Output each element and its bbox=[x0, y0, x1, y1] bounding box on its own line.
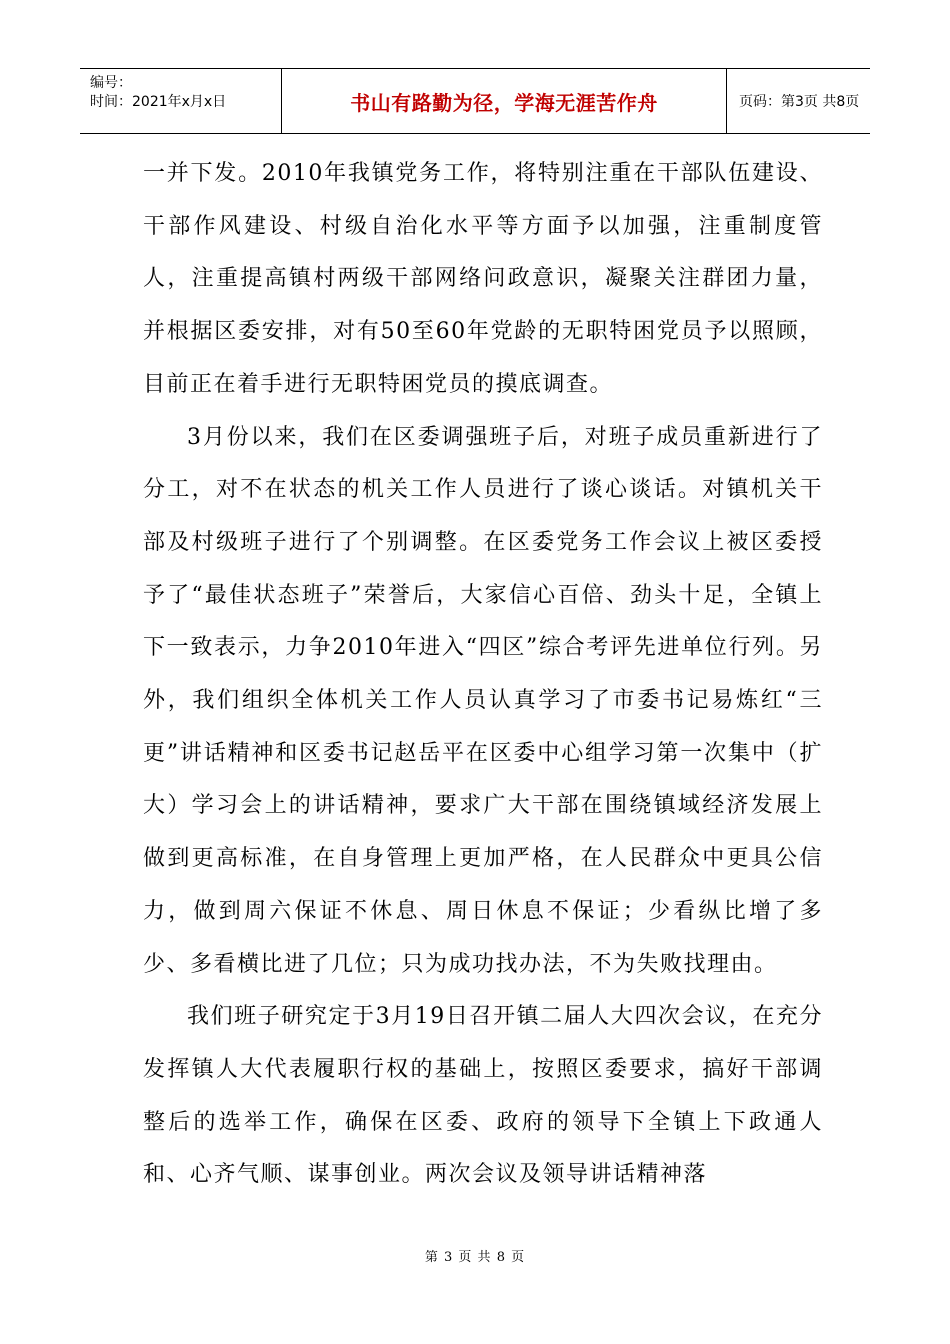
paragraph-1: 一并下发。2010年我镇党务工作，将特别注重在干部队伍建设、干部作风建设、村级自治化水平等方面予以加强，注重制度管人，注重提高镇村两级干部网络问政意识，凝聚关注群团力量，并根据区委安排，对有50至60年党龄的无职特困党员予以照顾，目前正在着手进行无职特困党员的摸底调查。 bbox=[143, 161, 823, 397]
page-header bbox=[80, 68, 870, 134]
paragraph-2: 3月份以来，我们在区委调强班子后，对班子成员重新进行了分工，对不在状态的机关工作人员进行了谈心谈话。对镇机关干部及村级班子进行了个别调整。在区委党务工作会议上被区委授予了“最佳状态班子”荣誉后，大家信心百倍、劲头十足，全镇上下一致表示，力争2010年进入“四区”综合考评先进单位行列。另外，我们组织全体机关工作人员认真学习了市委书记易炼红“三更”讲话精神和区委书记赵岳平在区委中心组学习第一次集中（扩大）学习会上的讲话精神，要求广大干部在围绕镇域经济发展上做到更高标准，在自身管理上更加严格，在人民群众中更具公信力，做到周六保证不休息、周日休息不保证；少看纵比增了多少、多看横比进了几位；只为成功找办法，不为失败找理由。 bbox=[143, 424, 823, 977]
header-motto: 书山有路勤为径，学海无涯苦作舟 bbox=[282, 69, 727, 133]
document-body bbox=[143, 148, 823, 1202]
paragraph-3: 我们班子研究定于3月19日召开镇二届人大四次会议，在充分发挥镇人大代表履职行权的基础上，按照区委要求，搞好干部调整后的选举工作，确保在区委、政府的领导下全镇上下政通人和、心齐气顺、谋事创业。两次会议及领导讲话精神落 bbox=[143, 1004, 823, 1188]
header-meta-cell bbox=[80, 69, 282, 133]
page-footer: 第 3 页 共 8 页 bbox=[424, 1250, 526, 1265]
header-page-info: 页码：第3页 共8页 bbox=[739, 94, 860, 110]
document-time-label: 时间：2021年x月x日 bbox=[90, 94, 227, 110]
document-number-label: 编号： bbox=[90, 75, 132, 91]
